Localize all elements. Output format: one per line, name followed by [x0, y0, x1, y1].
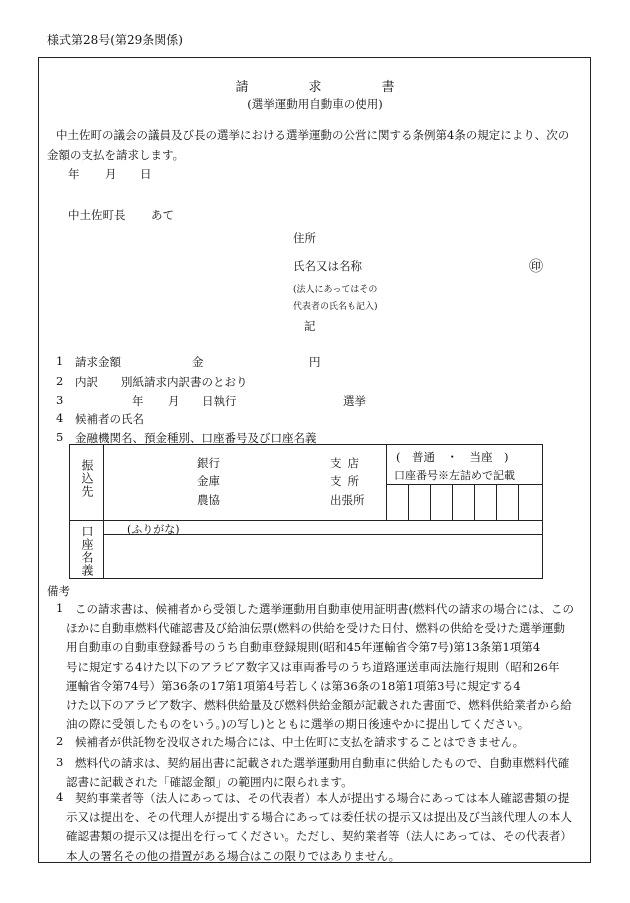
- breakdown-label: 内訳: [75, 375, 98, 389]
- seal-mark: ㊞: [529, 259, 543, 275]
- election-year: 年: [132, 394, 144, 408]
- note-line: 認書に記載された「確認金額」の範囲内に限られます。: [66, 775, 353, 790]
- note-number: 4: [56, 790, 64, 804]
- note-line: 確認書類の提示又は提出を行ってください。ただし、契約業者等（法人にあっては、その代表者）: [66, 829, 572, 844]
- amount-yen: 円: [309, 355, 321, 369]
- notes-title: 備考: [47, 584, 70, 598]
- election-month: 月: [168, 394, 180, 408]
- item-number: 3: [56, 393, 64, 407]
- note-line: 契約事業者等（法人にあっては、その代表者）本人が提出する場合にあっては本人確認書類の提: [75, 791, 570, 805]
- item-number: 4: [56, 411, 64, 425]
- note-line: 燃料代の請求は、契約届出書に記載された選挙運動用自動車に供給したもので、自動車燃料代確: [75, 756, 570, 770]
- bank-account-label: 金融機関名、預金種別、口座番号及び口座名義: [75, 431, 317, 445]
- bank-type: 銀行: [197, 456, 220, 470]
- account-type: ( 普通 ・ 当座 ): [396, 450, 509, 464]
- ki-mark: 記: [304, 319, 316, 333]
- furikomi-label: 振込先: [80, 459, 94, 498]
- branch-type: 支店: [330, 456, 365, 470]
- note-line: 示又は提出を、その代理人が提出する場合にあっては委任状の提示又は提出及び当該代理人の本人: [66, 810, 572, 825]
- title-char: 請: [235, 80, 249, 95]
- claim-amount-label: 請求金額: [75, 355, 121, 369]
- note-line: 号に規定する4けた以下のアラビア数字又は車両番号のうち道路運送車両法施行規則（昭和26年: [66, 659, 560, 674]
- title-char: 求: [308, 80, 322, 95]
- item-number: 1: [56, 354, 64, 368]
- note-number: 1: [56, 601, 64, 615]
- note-line: けた以下のアラビア数字、燃料供給量及び燃料供給金額が記載された書面で、燃料供給業者から給: [66, 698, 572, 712]
- note-line: ほかに自動車燃料代確認書及び給油伝票(燃料の供給を受けた日付、燃料の供給を受けた選挙運動: [66, 621, 565, 636]
- date-year: 年: [68, 167, 80, 181]
- bank-type: 農協: [197, 493, 220, 507]
- note-line: 運輸省令第74号）第36条の17第1項第4号若しくは第36条の18第1項第3号に規定する4: [66, 678, 521, 693]
- corp-note-line1: (法人にあってはその: [293, 285, 378, 295]
- corp-note-line2: 代表者の氏名も記入): [293, 302, 378, 312]
- name-label: 氏名又は名称: [293, 259, 362, 273]
- amount-kin: 金: [192, 355, 204, 369]
- note-line: 用自動車の自動車登録番号のうち自動車登録規則(昭和45年運輸省令第7号)第13条第1項第4: [66, 640, 541, 655]
- note-line: 油の際に受領したものをいう。)の写し)とともに選挙の期日後速やかに提出してください。: [66, 717, 530, 732]
- election-day: 日執行: [202, 394, 237, 408]
- note-line: 候補者が供託物を没収された場合には、中土佐町に支払を請求することはできません。: [75, 735, 525, 749]
- branch-type: 支所: [330, 474, 365, 488]
- document-subtitle: (選挙運動用自動車の使用): [247, 97, 383, 111]
- branch-type: 出張所: [330, 493, 365, 507]
- date-day: 日: [140, 167, 152, 181]
- breakdown-value: 別紙請求内訳書のとおり: [121, 375, 248, 389]
- bank-type: 金庫: [197, 474, 220, 488]
- address-label: 住所: [293, 231, 316, 245]
- title-char: 書: [381, 80, 395, 95]
- form-number: 様式第28号(第29条関係): [47, 33, 183, 47]
- account-holder-label: 口座名義: [80, 525, 94, 577]
- note-line: この請求書は、候補者から受領した選挙運動用自動車使用証明書(燃料代の請求の場合には、この: [75, 602, 574, 616]
- furigana-label: (ふりがな): [127, 523, 180, 536]
- bank-account-table: [69, 444, 543, 579]
- note-line: 本人の署名その他の措置がある場合はこの限りではありません。: [66, 848, 401, 863]
- request-text-line1: 中土佐町の議会の議員及び長の選挙における選挙運動の公営に関する条例第4条の規定により、次の: [56, 128, 570, 142]
- note-number: 2: [56, 734, 64, 748]
- request-text-line2: 金額の支払を請求します。: [47, 148, 185, 162]
- item-number: 2: [56, 374, 64, 388]
- item-number: 5: [56, 430, 64, 444]
- addressee: 中土佐町長: [68, 208, 126, 222]
- date-month: 月: [105, 167, 117, 181]
- candidate-name-label: 候補者の氏名: [75, 412, 144, 426]
- document-title: [0, 76, 630, 95]
- note-number: 3: [56, 755, 64, 769]
- election-label: 選挙: [343, 394, 366, 408]
- account-number-note: 口座番号※左詰めで記載: [394, 469, 515, 482]
- addressee-suffix: あて: [151, 208, 174, 222]
